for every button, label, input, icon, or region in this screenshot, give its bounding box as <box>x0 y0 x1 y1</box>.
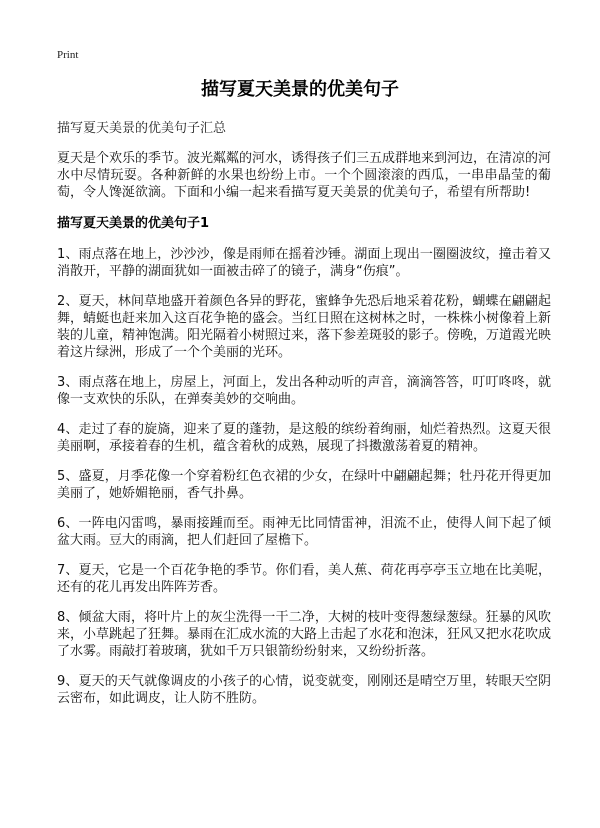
list-item-5: 5、盛夏，月季花像一个穿着粉红色衣裙的少女，在绿叶中翩翩起舞；牡丹花开得更加美丽了，她娇媚艳丽，香气扑鼻。 <box>57 469 551 501</box>
list-item-6: 6、一阵电闪雷鸣，暴雨接踵而至。雨神无比同情雷神，泪流不止，使得人间下起了倾盆大雨。豆大的雨滴，把人们赶回了屋檐下。 <box>57 516 551 548</box>
intro-paragraph: 夏天是个欢乐的季节。波光粼粼的河水，诱得孩子们三五成群地来到河边，在清凉的河水中尽情玩耍。各种新鲜的水果也纷纷上市。一个个圆滚滚的西瓜，一串串晶莹的葡萄，令人馋涎欲滴。下面和小编一起来看描写夏天美景的优美句子，希望有所帮助! <box>57 151 552 200</box>
section-heading: 描写夏天美景的优美句子1 <box>57 216 210 231</box>
list-item-3: 3、雨点落在地上，房屋上，河面上，发出各种动听的声音，滴滴答答，叮叮咚咚，就像一支欢快的乐队，在弹奏美妙的交响曲。 <box>57 375 551 407</box>
list-item-8: 8、倾盆大雨，将叶片上的灰尘洗得一干二净，大树的枝叶变得葱绿葱绿。狂暴的风吹来，小草跳起了狂舞。暴雨在汇成水流的大路上击起了水花和泡沫，狂风又把水花吹成了水雾。雨敲打着玻璃，犹如千万只银箭纷纷射来，又纷纷折落。 <box>57 610 552 659</box>
list-item-9: 9、夏天的天气就像调皮的小孩子的心情，说变就变，刚刚还是晴空万里，转眼天空阴云密布，如此调皮，让人防不胜防。 <box>57 674 551 706</box>
list-item-2: 2、夏天，林间草地盛开着颜色各异的野花，蜜蜂争先恐后地采着花粉，蝴蝶在翩翩起舞，蜻蜓也赶来加入这百花争艳的盛会。当红日照在这树林之时，一株株小树像着上新装的儿童，精神饱满。阳光隔着小树照过来，落下参差斑驳的影子。傍晚，万道霞光映着这片绿洲，形成了一个个美丽的光环。 <box>57 294 552 360</box>
list-item-4: 4、走过了春的旋旖，迎来了夏的蓬勃，是这般的缤纷着绚丽，灿烂着热烈。这夏天很美丽啊，承接着春的生机，蕴含着秋的成熟，展现了抖擞激荡着夏的精神。 <box>57 422 551 454</box>
article-body <box>57 120 551 720</box>
list-item-1: 1、雨点落在地上，沙沙沙，像是雨师在摇着沙锤。湖面上现出一圈圈波纹，撞击着又消散开，平静的湖面犹如一面被击碎了的镜子，满身“伤痕”。 <box>57 247 551 279</box>
list-item-7: 7、夏天，它是一个百花争艳的季节。你们看，美人蕉、荷花再亭亭玉立地在比美呢，还有的花儿再发出阵阵芳香。 <box>57 563 551 595</box>
print-link[interactable]: Print <box>57 49 79 61</box>
article-subtitle: 描写夏天美景的优美句子汇总 <box>57 121 227 136</box>
page-title: 描写夏天美景的优美句子 <box>201 79 399 100</box>
